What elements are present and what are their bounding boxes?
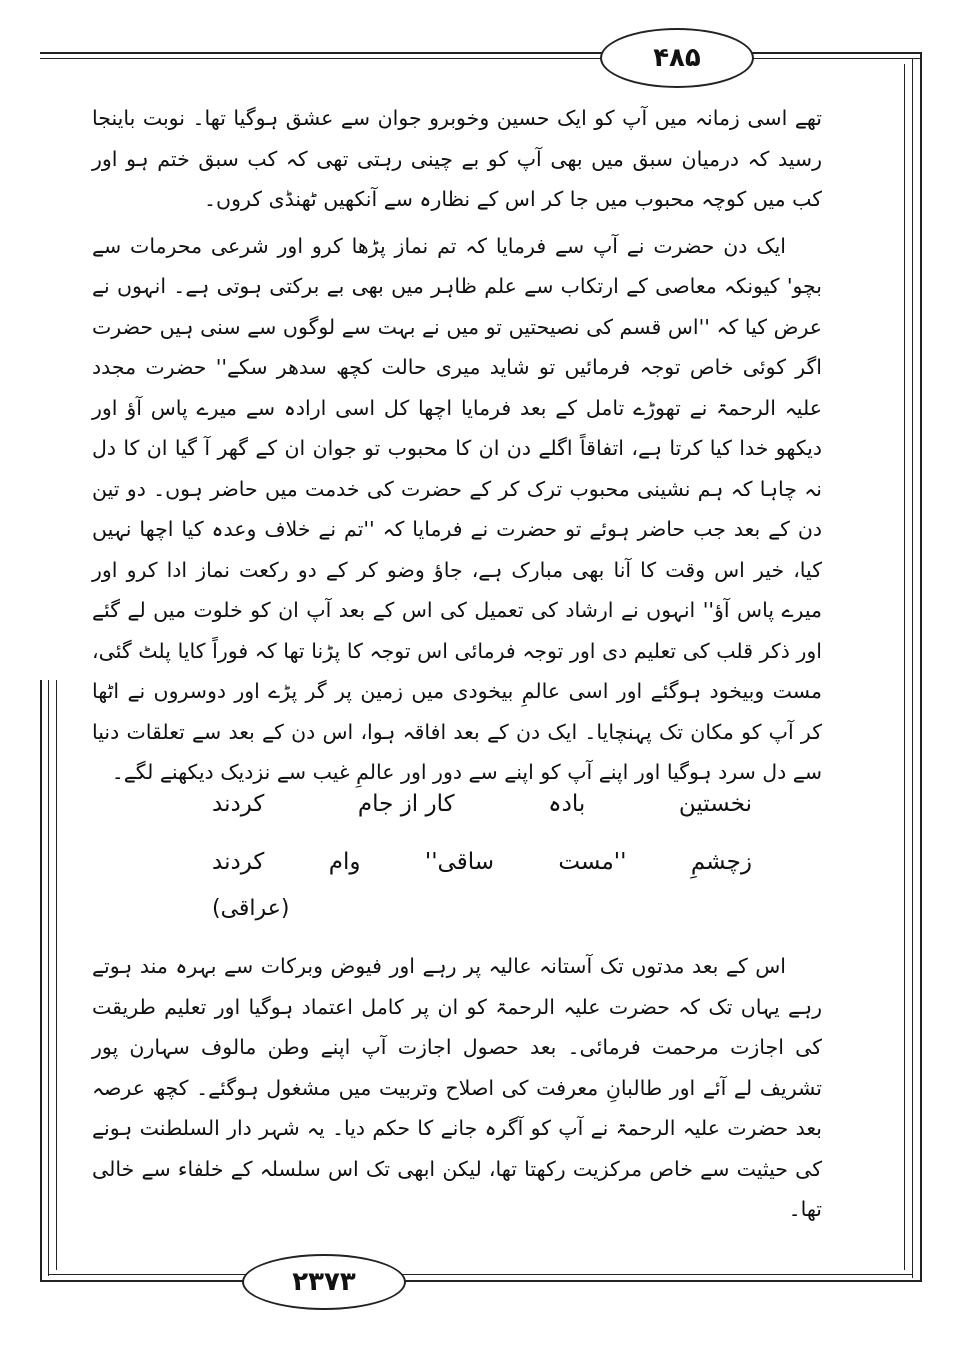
verse-attribution: (عراقی) xyxy=(212,896,290,921)
verse-word: ''مست xyxy=(558,849,627,875)
frame-bottom-line xyxy=(40,1280,922,1282)
frame-left-line-thin xyxy=(56,680,57,1270)
frame-right-line-inner xyxy=(912,58,913,1278)
verse-word: زچشمِ xyxy=(690,849,752,875)
paragraph-3: اس کے بعد مدتوں تک آستانہ عالیہ پر رہے اور فیوض وبرکات سے بہرہ مند ہوتے رہے یہاں تک کہ حضرت علیہ الرحمۃ کو ان پر کامل اعتماد ہوگیا اور تعلیم طریقت کی اجازت مرحمت فرمائی۔ بعد حصول اجازت آپ اپنے وطن مالوف سہارن پور تشریف لے آئے اور طالبانِ معرفت کی اصلاح وتربیت میں مشغول ہوگئے۔ کچھ عرصہ بعد حضرت علیہ الرحمۃ نے آپ کو آگرہ جانے کا حکم دیا۔ یہ شہر دار السلطنت ہونے کی حیثیت سے خاص مرکزیت رکھتا تھا، لیکن ابھی تک اس سلسلہ کے خلفاء سے خالی تھا۔ xyxy=(92,954,822,1221)
verse-word: کردند xyxy=(212,849,265,875)
body-text xyxy=(92,98,822,799)
verse-line-2 xyxy=(212,842,752,882)
frame-top-line-inner xyxy=(40,58,920,59)
verse-line-1 xyxy=(212,784,752,824)
body-text-lower xyxy=(92,946,822,1236)
verse-word: وام xyxy=(328,849,361,875)
verse-word: بادہ xyxy=(548,791,586,817)
verse-block xyxy=(212,784,752,900)
header-page-number-text: ۴۸۵ xyxy=(653,43,701,73)
frame-left-line-outer xyxy=(40,680,42,1280)
paragraph-1: تھے اسی زمانہ میں آپ کو ایک حسین وخوبرو جوان سے عشق ہوگیا تھا۔ نوبت باینجا رسید کہ درمیان سبق میں بھی آپ کو بے چینی رہتی تھی کہ کب سبق ختم ہو اور کب میں کوچہ محبوب میں جا کر اس کے نظارہ سے آنکھیں ٹھنڈی کروں۔ xyxy=(92,106,822,211)
verse-word: کار از جام xyxy=(357,791,455,817)
footer-page-number xyxy=(242,1254,406,1310)
header-page-number xyxy=(600,28,754,88)
frame-bottom-line-inner xyxy=(48,1274,912,1275)
frame-right-line-thin xyxy=(904,64,905,1270)
verse-word: کردند xyxy=(212,791,265,817)
paragraph-2: ایک دن حضرت نے آپ سے فرمایا کہ تم نماز پڑھا کرو اور شرعی محرمات سے بچو' کیونکہ معاصی کے ارتکاب سے علم ظاہر میں بھی بے برکتی ہوتی ہے۔ انہوں نے عرض کیا کہ ''اس قسم کی نصیحتیں تو میں نے بہت سے لوگوں سے سنی ہیں حضرت اگر کوئی خاص توجہ فرمائیں تو شاید میری حالت کچھ سدھر سکے'' حضرت مجدد علیہ الرحمۃ نے تھوڑے تامل کے بعد فرمایا اچھا کل اسی ارادہ سے میرے پاس آؤ اور دیکھو خدا کیا کرتا ہے، اتفاقاً اگلے دن ان کا محبوب تو جوان ان کے گھر آ گیا ان کا دل نہ چاہا کہ ہم نشینی محبوب ترک کر کے حضرت کی خدمت میں حاضر ہوں۔ دو تین دن کے بعد جب حاضر ہوئے تو حضرت نے فرمایا کہ ''تم نے خلاف وعدہ کیا اچھا نہیں کیا، خیر اس وقت کا آنا بھی مبارک ہے، جاؤ وضو کر کے دو رکعت نماز ادا کرو اور میرے پاس آؤ'' انہوں نے ارشاد کی تعمیل کی اس کے بعد آپ ان کو خلوت میں لے گئے اور ذکر قلب کی تعلیم دی اور توجہ فرمائی اس توجہ کا پڑنا تھا کہ فوراً کایا پلٹ گئی، مست وبیخود ہوگئے اور اسی عالمِ بیخودی میں زمین پر گر پڑے اور دوسروں نے اٹھا کر آپ کو مکان تک پہنچایا۔ ایک دن کے بعد افاقہ ہوا، اس دن کے بعد سے تعلقات دنیا سے دل سرد ہوگیا اور اپنے آپ کو اپنے سے دور اور عالمِ غیب سے نزدیک دیکھنے لگے۔ xyxy=(92,233,822,784)
frame-top-line xyxy=(40,52,920,54)
verse-word: ساقی'' xyxy=(424,849,494,875)
verse-word: نخستین xyxy=(678,791,752,817)
footer-page-number-text: ۲۳۷۳ xyxy=(292,1267,356,1297)
frame-right-line-outer xyxy=(920,52,922,1282)
frame-left-line-inner xyxy=(48,680,49,1276)
